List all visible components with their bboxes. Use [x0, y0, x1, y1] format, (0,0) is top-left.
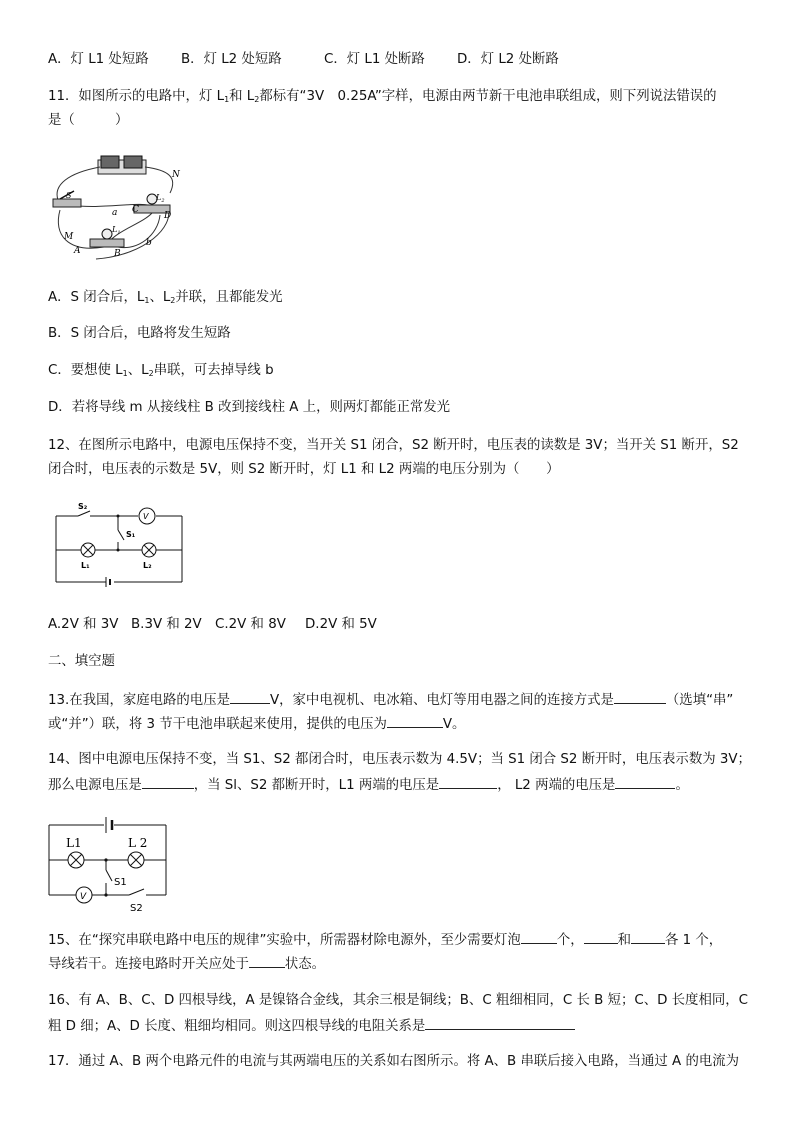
q11-option-b: B．S 闭合后，电路将发生短路 [48, 326, 231, 341]
q12-stem-line2: 闭合时，电压表的示数是 5V，则 S2 断开时，灯 L1 和 L2 两端的电压分别为（ ） [48, 462, 560, 477]
q15-blank-1[interactable] [521, 930, 557, 944]
q11-option-c: C．要想使 $L_1$、$L_2$串联，可去掉导线 b [48, 363, 274, 378]
q12-circuit-figure [48, 500, 188, 590]
q14-circuit-figure [44, 815, 174, 915]
q15-line1: 15、在“探究串联电路中电压的规律”实验中，所需器材除电源外，至少需要灯泡 个， 和 各 1 个， [48, 930, 722, 950]
q12-options [48, 616, 377, 634]
q10-option-d: D．灯 L2 处断路 [457, 52, 559, 67]
q11-label-l2: $L_2$ [156, 193, 165, 204]
q11-label-wire-b: b [146, 238, 152, 248]
q16-line1: 16、有 A、B、C、D 四根导线，A 是镍铬合金线，其余三根是铜线；B、C 粗细相同，C 长 B 短；C、D 长度相同，C [48, 993, 748, 1008]
q14-blank-2[interactable] [439, 775, 497, 789]
q12-label-l2: L₂ [143, 561, 152, 570]
q11-option-a: A．S 闭合后，$L_1$、$L_2$并联，且都能发光 [48, 290, 283, 305]
q14-label-s2: S2 [130, 903, 143, 914]
q14-blank-1[interactable] [142, 775, 194, 789]
q12-label-s2: S₂ [78, 502, 88, 511]
q11-label-a: A [74, 246, 81, 256]
q12-stem: 12、在图所示电路中，电源电压保持不变，当开关 S1 闭合，S2 断开时，电压表的读数是 3V；当开关 S1 断开，S2 [48, 438, 739, 453]
q12-label-v: V [143, 512, 149, 521]
q11-label-d: D [164, 211, 172, 221]
q13-blank-1[interactable] [230, 690, 270, 704]
q11-stem-line2: 是（ ） [48, 113, 129, 128]
q11-label-l1: $L_1$ [112, 225, 121, 236]
q15-blank-2[interactable] [584, 930, 618, 944]
q12-option-b: B.3V 和 2V [131, 617, 202, 632]
q15-blank-3[interactable] [631, 930, 665, 944]
q11-stem: 11．如图所示的电路中，灯 $L_1$和 $L_2$都标有“3V 0.25A”字样，电源由两节新干电池串联组成，则下列说法错误的 [48, 89, 717, 104]
q15-blank-4[interactable] [249, 954, 285, 968]
q14-label-l1: L1 [66, 836, 82, 850]
q12-option-d: D.2V 和 5V [305, 617, 377, 632]
q17-line1: 17．通过 A、B 两个电路元件的电流与其两端电压的关系如右图所示。将 A、B 串联后接入电路，当通过 A 的电流为 [48, 1054, 740, 1069]
q11-option-d: D．若将导线 m 从接线柱 B 改到接线柱 A 上，则两灯都能正常发光 [48, 400, 451, 415]
q13-line2: 或“并”）联，将 3 节干电池串联起来使用，提供的电压为 V。 [48, 714, 465, 734]
q12-label-s1: S₁ [126, 530, 136, 539]
q11-label-c: C [132, 205, 139, 215]
q11-label-n: N [172, 170, 180, 180]
q10-options [48, 51, 559, 69]
q11-label-m: M [64, 232, 74, 242]
q14-label-l2: L 2 [128, 836, 148, 850]
q11-circuit-figure [48, 155, 188, 265]
q16-line2: 粗 D 细；A、D 长度、粗细均相同。则这四根导线的电阻关系是 [48, 1016, 575, 1036]
q14-line2: 那么电源电压是 ，当 Sl、S2 都断开时，L1 两端的电压是 ， L2 两端的电压是 。 [48, 775, 689, 795]
q14-label-v: V [80, 892, 87, 902]
q12-option-c: C.2V 和 8V [215, 617, 286, 632]
q12-option-a: A.2V 和 3V [48, 617, 119, 632]
q11-label-b: B [114, 249, 121, 259]
q14-label-s1: S1 [114, 877, 127, 888]
q13-blank-3[interactable] [387, 714, 443, 728]
q14-line1: 14、图中电源电压保持不变，当 S1、S2 都闭合时，电压表示数为 4.5V；当 S1 闭合 S2 断开时，电压表示数为 3V； [48, 752, 751, 767]
q15-line2: 导线若干。连接电路时开关应处于 状态。 [48, 954, 325, 974]
q13-blank-2[interactable] [614, 690, 666, 704]
q11-label-s: S [66, 191, 72, 200]
q16-blank-1[interactable] [425, 1016, 575, 1030]
q13-line1: 13.在我国，家庭电路的电压是 V，家中电视机、电冰箱、电灯等用电器之间的连接方式是 （选填“串” [48, 690, 733, 710]
section-title: 二、填空题 [48, 654, 115, 669]
q10-option-a: A．灯 L1 处短路 [48, 52, 149, 67]
q11-label-wire-a: a [112, 208, 118, 218]
q12-label-l1: L₁ [81, 561, 90, 570]
q10-option-b: B．灯 L2 处短路 [181, 52, 282, 67]
q10-option-c: C．灯 L1 处断路 [324, 52, 425, 67]
q14-blank-3[interactable] [615, 775, 675, 789]
